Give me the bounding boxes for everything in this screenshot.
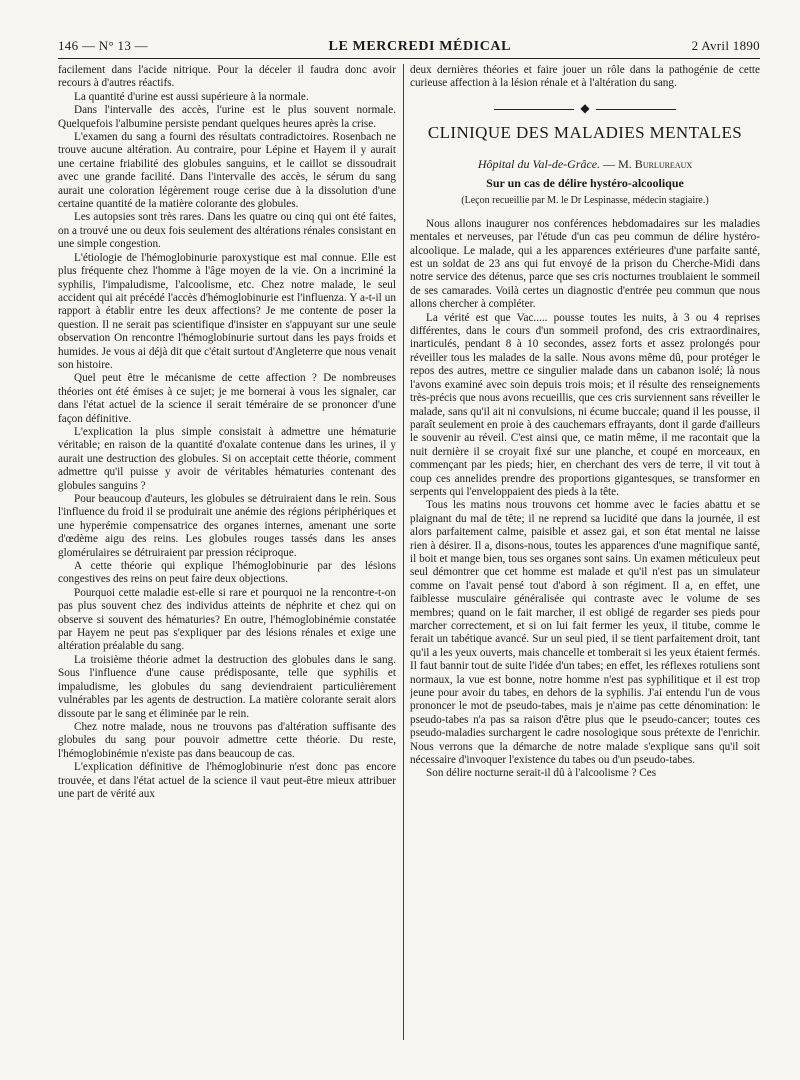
paragraph: A cette théorie qui explique l'hémoglobinurie par des lésions congestives des reins on peut faire deux objections. xyxy=(58,560,396,586)
hospital-name: Hôpital du Val-de-Grâce. xyxy=(477,156,601,171)
paragraph: facilement dans l'acide nitrique. Pour la déceler il faudra donc avoir recours à d'autres réactifs. xyxy=(58,64,396,90)
paragraph: Pour beaucoup d'auteurs, les globules se détruiraient dans le rein. Sous l'influence du froid il se produirait une anémie des régions périphériques et une hyperémie compensatrice des organes internes, amenant une sorte d'œdème aigu des reins. Les globules rouges tassés dans les anses glomérulaires se détruiraient par pression réciproque. xyxy=(58,493,396,559)
section-title: CLINIQUE DES MALADIES MENTALES xyxy=(427,122,743,142)
paragraph: Dans l'intervalle des accès, l'urine est le plus souvent normale. Quelquefois l'albumine persiste pendant quelques heures après la crise. xyxy=(58,104,396,130)
paragraph: L'étiologie de l'hémoglobinurie paroxystique est mal connue. Elle est plus fréquente chez l'homme à l'âge moyen de la vie. On a incriminé la syphilis, l'impaludisme, l'alcoolisme, etc. Chez notre malade, le seul accident qui ait précédé l'accès d'hémoglobinurie est l'influenza. Y a-t-il un rapport à établir entre les deux affections? Je me contente de poser la question. Il ne serait pas scientifique d'insister en s'appuyant sur une seule observation On rencontre l'hémoglobinurie surtout dans les pays froids et humides. Je vous ai déjà dit que c'était surtout d'Angleterre que nous venait son histoire. xyxy=(58,251,396,371)
page-header xyxy=(58,38,760,58)
paragraph: Les autopsies sont très rares. Dans les quatre ou cinq qui ont été faites, on a trouvé une ou deux fois seulement des altérations rénales consistant en une simple congestion. xyxy=(58,211,396,251)
paragraph: Pourquoi cette maladie est-elle si rare et pourquoi ne la rencontre-t-on pas plus souvent chez des individus atteints de néphrite et chez qui on observe si souvent des hématuries? En outre, l'hémoglobinémie constatée par Hayem ne peut pas s'expliquer par des lésions rénales et exige une altération préalable du sang. xyxy=(58,586,396,653)
header-page-number: 146 — N° 13 — xyxy=(58,38,148,53)
article-byline xyxy=(410,157,760,172)
header-rule xyxy=(58,58,760,59)
paragraph: L'explication définitive de l'hémoglobinurie n'est donc pas encore trouvée, et dans l'état actuel de la science il vaut peut-être mieux attribuer une part de vérité aux xyxy=(58,761,396,800)
article-note: (Leçon recueillie par M. le Dr Lespinasse, médecin stagiaire.) xyxy=(461,194,709,206)
column-divider xyxy=(403,64,404,1040)
paragraph: L'explication la plus simple consistait à admettre une hématurie véritable; en raison de la quantité d'oxalate contenue dans les urines, il y aurait une destruction des globules. Si on acceptait cette théorie, comment admettre qu'il puisse y avoir de véritables hématuries contenant des globules sanguins ? xyxy=(58,425,396,492)
paragraph: Quel peut être le mécanisme de cette affection ? De nombreuses théories ont été émises à ce sujet; je me bornerai à vous les signaler, car dans l'état actuel de la science il serait téméraire de se prononcer d'une façon définitive. xyxy=(58,372,396,425)
paragraph: Nous allons inaugurer nos conférences hebdomadaires sur les maladies mentales et nerveuses, par l'étude d'un cas peu commun de délire hystéro-alcoolique. Le malade, qui a les apparences extérieures d'une parfaite santé, est un soldat de 23 ans qui fut envoyé de la prison du Cherche-Midi dans notre service des détenus, parce que ses cris nocturnes troublaient le sommeil de ses camarades. Voilà certes un diagnostic d'entrée peu commun que nous allons chercher à compléter. xyxy=(410,217,760,311)
right-column xyxy=(410,64,760,1044)
paragraph: deux dernières théories et faire jouer un rôle dans la pathogénie de cette curieuse affection à la lésion rénale et à l'altération du sang. xyxy=(410,64,760,90)
paragraph: Son délire nocturne serait-il dû à l'alcoolisme ? Ces xyxy=(426,767,657,780)
section-ornament: ◆ xyxy=(410,103,760,113)
paragraph: La troisième théorie admet la destruction des globules dans le sang. Sous l'influence d'une cause prédisposante, telle que syphilis et impaludisme, les globules du sang deviendraient particulièrement vulnérables par les agents de destruction. La matière colorante serait alors dissoute par le sang et éliminée par le rein. xyxy=(58,653,396,720)
paragraph: La vérité est que Vac..... pousse toutes les nuits, à 3 ou 4 reprises différentes, dans le cours d'un sommeil profond, des cris extraordinaires, inarticulés, pendant 8 à 10 secondes, assez forts et assez prolongés pour réveiller tous les malades de la salle. Nous avons même dû, pour protéger le repos des autres, mettre ce singulier malade dans un cabanon isolé; là nous l'avons examiné avec soin depuis trois mois; et il résulte des renseignements très-précis que nous avons recueillis, que ces cris surviennent sans réveiller le malade, sans qu'il ait ni convulsions, ni écume buccale; quand il les pousse, il paraît seulement en proie à des cauchemars effrayants, dont il garde d'ailleurs le souvenir au réveil. C'est ainsi que, ce matin même, il me racontait que la nuit dernière il se croyait fixé sur une planche, et coupé en morceaux, en commençant par les pieds; hier, en cherchant des vers de terre, il vit tout à coup ces annelides prendre des proportions gigantesques, se transformer en serpents qui l'enveloppaient des pieds à la tête. xyxy=(410,311,760,498)
left-column xyxy=(58,64,396,1044)
paragraph: L'examen du sang a fourni des résultats contradictoires. Rosenbach ne trouve aucune altération. Au contraire, pour Lépine et Hayem il y aurait une certaine friabilité des globules sanguins, et le caillot se dissoudrait avec une grande facilité. Dans l'intervalle des accès, le sérum du sang aurait une coloration légèrement rouge cerise due à la dissolution d'une certaine quantité de la matière colorante des globules. xyxy=(58,131,396,211)
paragraph: Tous les matins nous trouvons cet homme avec le facies abattu et se plaignant du mal de tête; il ne reprend sa lucidité que dans la journée, il est alors parfaitement calme, paisible et assez gai, et son état mental ne laisse rien à désirer. Il a, disons-nous, toutes les apparences d'une magnifique santé, il boit et mange bien, tous ses organes sont sains. Un examen méticuleux peut seul démontrer que cet homme est malade et qu'il n'est pas un simulateur comme on l'avait pensé tout d'abord à son régiment. Il a, en effet, une faiblesse musculaire généralisée qui contraste avec le volume de ses membres; quand on le fait marcher, il est obligé de regarder ses pieds pour marcher correctement, et si on lui fait fermer les yeux, il titube, comme le ferait un tabétique avancé. Sur un seul pied, il se tient parfaitement droit, tant qu'il a les yeux ouverts, mais chancelle et tomberait si les yeux étaient fermés. Il faut bannir tout de suite l'idée d'un tabes; en effet, les réflexes rotuliens sont normaux, la vue est bonne, notre homme n'est pas syphilitique et il est trop jeune pour avoir du tabes, en dehors de la syphilis. J'ai entendu l'un de vous prononcer le mot de pseudo-tabes, mais je n'aime pas cette dénomination: le pseudo-tabes n'a pas sa raison d'être plus que le pseudo-cancer; toutes ces pseudo-maladies surchargent le cadre nosologique sous prétexte de l'enrichir. Nous verrons que la démarche de notre malade s'explique sans qu'il soit nécessaire d'invoquer l'existence du tabes ou d'un pseudo-tabes. xyxy=(410,499,760,767)
header-date: 2 Avril 1890 xyxy=(691,38,760,53)
paragraph: Chez notre malade, nous ne trouvons pas d'altération suffisante des globules du sang pour pouvoir admettre cette théorie. Du reste, l'hémoglobinémie n'existe pas dans beaucoup de cas. xyxy=(58,720,396,760)
paragraph: La quantité d'urine est aussi supérieure à la normale. xyxy=(74,90,309,103)
article-title: Sur un cas de délire hystéro-alcoolique xyxy=(486,175,684,190)
author-name: — M. Burlureaux xyxy=(603,156,693,171)
header-journal-title: LE MERCREDI MÉDICAL xyxy=(328,39,512,54)
